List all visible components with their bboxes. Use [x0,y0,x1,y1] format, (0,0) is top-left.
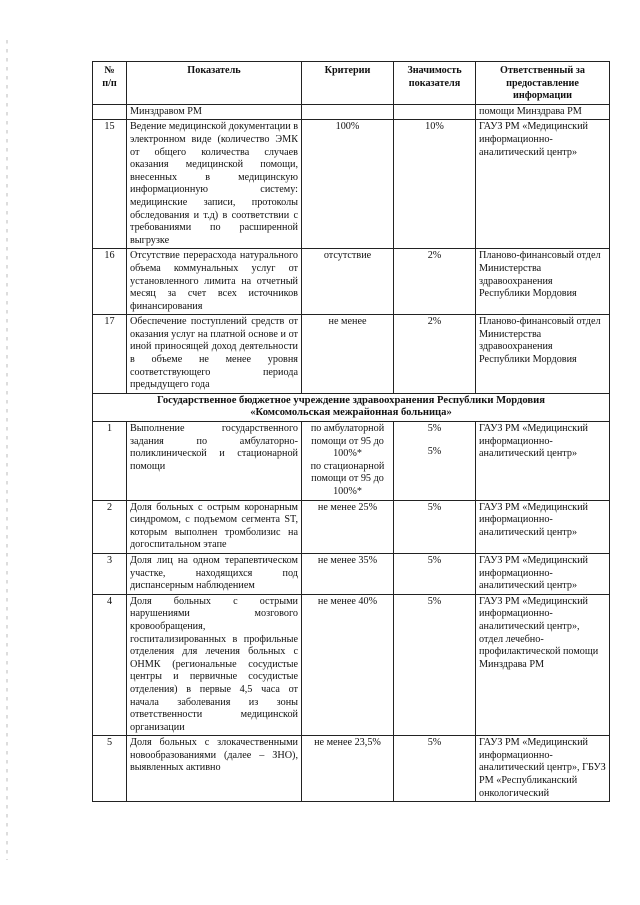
cell-criteria [302,422,394,501]
cell-num: 16 [93,249,127,315]
table-row [93,315,610,394]
cell-responsible: Планово-финансовый отдел Министерства здравоохранения Республики Мордовия [476,249,610,315]
table-row [93,553,610,594]
cell-num: 4 [93,594,127,736]
section-heading-row [93,393,610,421]
cell-indicator: Обеспечение поступлений средств от оказания услуг на платной основе и от иной приносящей доход деятельности в объеме не менее уровня соответствующего периода предыдущего года [127,315,302,394]
cell-criteria: не менее [302,315,394,394]
cell-significance: 5% [394,500,476,553]
cell-num: 15 [93,120,127,249]
cell-significance: 10% [394,120,476,249]
cell-indicator: Доля лиц на одном терапевтическом участке, находящихся под диспансерным наблюдением [127,553,302,594]
section-heading [93,393,610,421]
table-row [93,500,610,553]
header-num: № п/п [93,62,127,105]
cell-num: 3 [93,553,127,594]
cell-indicator: Доля больных с острым коронарным синдромом, с подъемом сегмента ST, которым выполнен тромболизис на догоспитальном этапе [127,500,302,553]
cell-indicator: Доля больных с злокачественными новообразованиями (далее – ЗНО), выявленных активно [127,736,302,802]
table-row [93,736,610,802]
header-indicator: Показатель [127,62,302,105]
table-row [93,249,610,315]
cell-num: 5 [93,736,127,802]
cell-criteria: не менее 35% [302,553,394,594]
cell-num: 17 [93,315,127,394]
table-header-row [93,62,610,105]
scan-margin-artifact [6,40,8,860]
cell-significance: 5% [394,594,476,736]
cell-responsible: ГАУЗ РМ «Медицинский информационно-аналитический центр» [476,500,610,553]
header-criteria: Критерии [302,62,394,105]
section-heading-line1: Государственное бюджетное учреждение здравоохранения Республики Мордовия [157,394,545,406]
cell-significance: 5% [394,736,476,802]
cell-criteria: отсутствие [302,249,394,315]
indicators-table [92,61,610,802]
cell-criteria: не менее 40% [302,594,394,736]
criteria-inpatient: по стационарной помощи от 95 до 100%* [310,460,385,497]
cell-criteria [302,104,394,120]
cell-indicator: Выполнение государственного задания по амбулаторно-поликлинической и стационарной помощи [127,422,302,501]
significance-inpatient: 5% [427,445,442,457]
cell-responsible: помощи Минздрава РМ [476,104,610,120]
table-row [93,120,610,249]
cell-indicator: Минздравом РМ [127,104,302,120]
cell-responsible: ГАУЗ РМ «Медицинский информационно-аналитический центр» [476,553,610,594]
cell-significance [394,104,476,120]
cell-indicator: Ведение медицинской документации в электронном виде (количество ЭМК от общего количества случаев оказания медицинской помощи, внесенных в медицинскую информационную систему: медицинские записи, протоколы обследования и т.д) в соответствии с требованиями по расширенной выгрузке [127,120,302,249]
section-heading-line2: «Комсомольская межрайонная больница» [250,407,452,419]
cell-num: 1 [93,422,127,501]
cell-responsible: Планово-финансовый отдел Министерства здравоохранения Республики Мордовия [476,315,610,394]
cell-significance: 2% [394,249,476,315]
cell-responsible: ГАУЗ РМ «Медицинский информационно-аналитический центр», отдел лечебно-профилактической помощи Минздрава РМ [476,594,610,736]
cell-significance: 5% [394,553,476,594]
significance-outpatient: 5% [427,423,442,435]
cell-responsible: ГАУЗ РМ «Медицинский информационно-аналитический центр» [476,422,610,501]
table-row [93,594,610,736]
cell-indicator: Доля больных с острыми нарушениями мозгового кровообращения, госпитализированных в профильные отделения для лечения больных с ОНМК (региональные сосудистые центры и первичные сосудистые отделения) в первые 4,5 часа от начала заболевания из зоны ответственности медицинской организации [127,594,302,736]
cell-significance: 2% [394,315,476,394]
table-row-continued [93,104,610,120]
cell-indicator: Отсутствие перерасхода натурального объема коммунальных услуг от установленного лимита на отчетный месяц за счет всех источников финансирования [127,249,302,315]
cell-responsible: ГАУЗ РМ «Медицинский информационно-аналитический центр» [476,120,610,249]
cell-criteria: не менее 25% [302,500,394,553]
cell-significance [394,422,476,501]
table-row [93,422,610,501]
cell-responsible: ГАУЗ РМ «Медицинский информационно-аналитический центр», ГБУЗ РМ «Республиканский онкологический [476,736,610,802]
header-significance: Значимость показателя [394,62,476,105]
criteria-outpatient: по амбулаторной помощи от 95 до 100%* [310,423,385,460]
cell-num: 2 [93,500,127,553]
cell-criteria: 100% [302,120,394,249]
cell-criteria: не менее 23,5% [302,736,394,802]
header-responsible: Ответственный за предоставление информации [476,62,610,105]
cell-num [93,104,127,120]
